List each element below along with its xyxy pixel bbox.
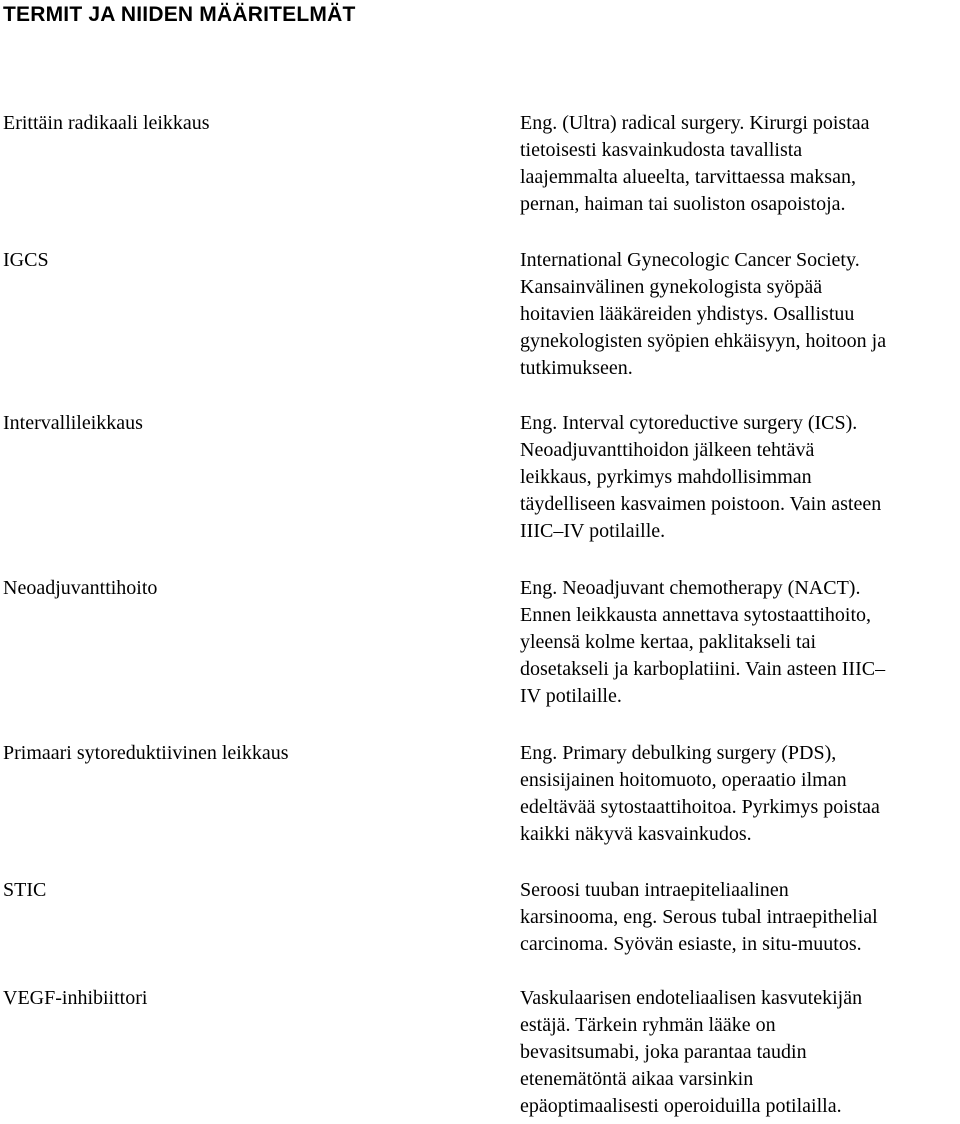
glossary-term: VEGF-inhibiittori [3,987,148,1009]
glossary-definition: Eng. Primary debulking surgery (PDS), ensisijainen hoitomuoto, operaatio ilman edeltävää sytostaattihoitoa. Pyrkimys poistaa kaikki näkyvä kasvainkudos. [520,742,880,845]
glossary-definition: Eng. Interval cytoreductive surgery (ICS). Neoadjuvanttihoidon jälkeen tehtävä leikkaus, pyrkimys mahdollisimman täydelliseen kasvaimen poistoon. Vain asteen IIIC–IV potilaille. [520,412,882,542]
glossary-term: STIC [3,879,47,901]
glossary-term: Neoadjuvanttihoito [3,577,158,599]
glossary-term: Erittäin radikaali leikkaus [3,112,210,134]
glossary-definition: Eng. (Ultra) radical surgery. Kirurgi poistaa tietoisesti kasvainkudosta tavallista laajemmalta alueelta, tarvittaessa maksan, pernan, haiman tai suoliston osapoistoja. [520,112,870,215]
glossary-definition: Vaskulaarisen endoteliaalisen kasvutekijän estäjä. Tärkein ryhmän lääke on bevasitsumabi, joka parantaa taudin etenemätöntä aikaa varsinkin epäoptimaalisesti operoiduilla potilailla. [520,987,863,1117]
glossary-term: Primaari sytoreduktiivinen leikkaus [3,742,289,764]
glossary-definition: International Gynecologic Cancer Society. Kansainvälinen gynekologista syöpää hoitavien lääkäreiden yhdistys. Osallistuu gynekologisten syöpien ehkäisyyn, hoitoon ja tutkimukseen. [520,249,887,379]
glossary-definition: Eng. Neoadjuvant chemotherapy (NACT). Ennen leikkausta annettava sytostaattihoito, yleensä kolme kertaa, paklitakseli tai dosetakseli ja karboplatiini. Vain asteen IIIC– IV potilaille. [520,577,886,707]
glossary-definition: Seroosi tuuban intraepiteliaalinen karsinooma, eng. Serous tubal intraepithelial carcinoma. Syövän esiaste, in situ-muutos. [520,879,878,955]
glossary-term: IGCS [3,249,49,271]
glossary-term: Intervallileikkaus [3,412,143,434]
page-title: TERMIT JA NIIDEN MÄÄRITELMÄT [3,3,356,26]
